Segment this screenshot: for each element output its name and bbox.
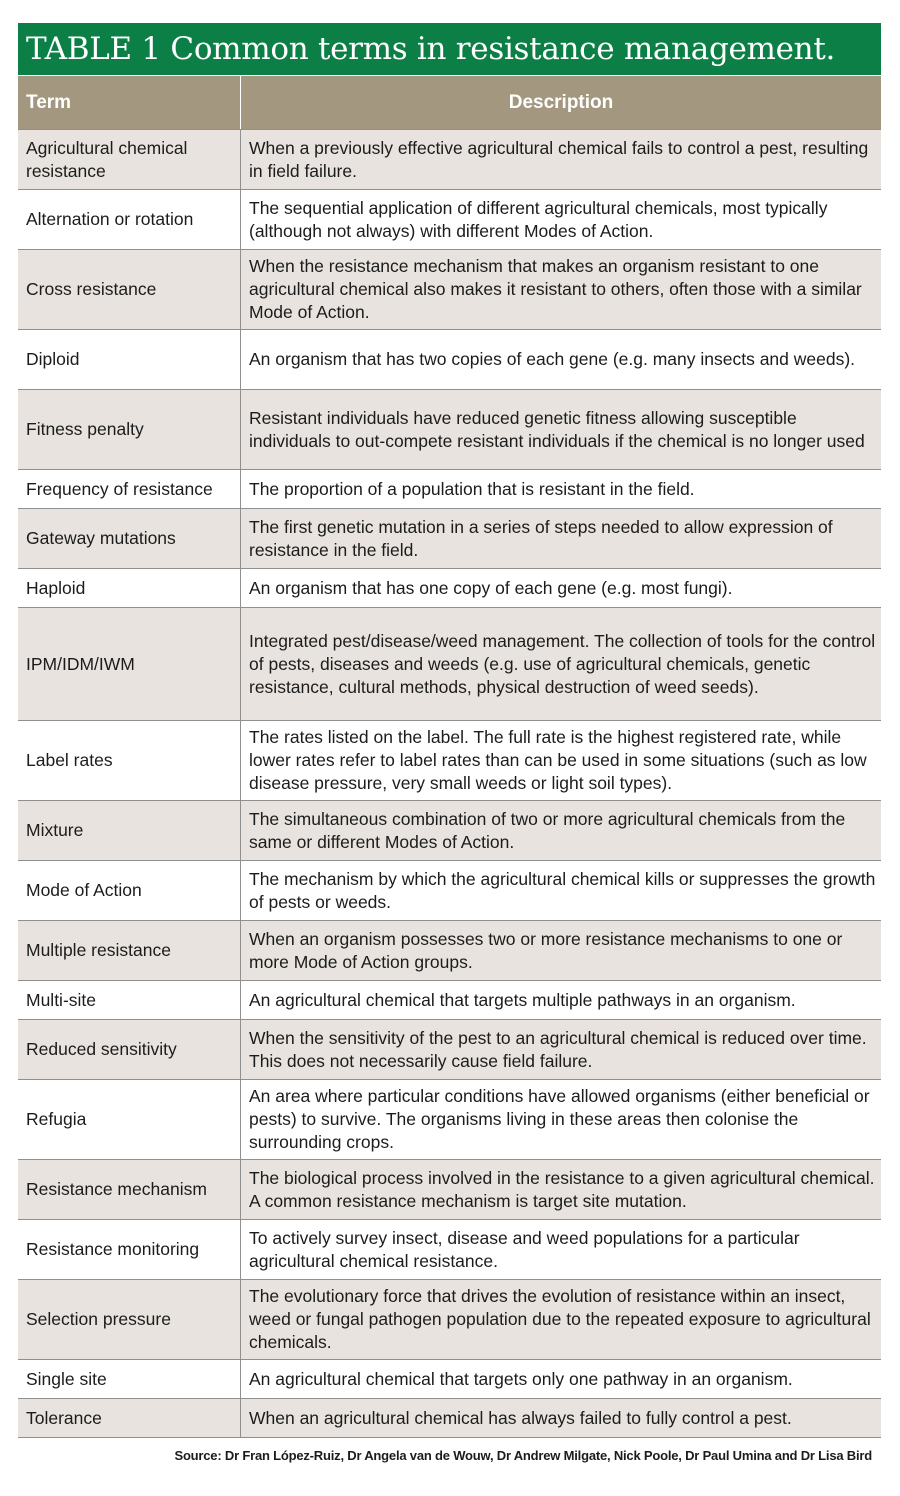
description-cell: Resistant individuals have reduced genetic fitness allowing susceptible individuals to out-compete resistant individuals if the chemical is no longer used <box>249 407 865 451</box>
description-cell: The rates listed on the label. The full rate is the highest registered rate, while lower rates refer to label rates than can be used in some situations (such as low disease pressure, very small weeds or light soil types). <box>249 727 867 793</box>
table-row <box>18 1359 881 1398</box>
description-cell: When a previously effective agricultural chemical fails to control a pest, resulting in field failure. <box>249 137 869 181</box>
table-title: TABLE 1 Common terms in resistance management. <box>26 31 836 67</box>
table-row <box>18 469 881 508</box>
table-row <box>18 1398 881 1437</box>
term-cell: Diploid <box>18 330 241 389</box>
term-cell: Multi-site <box>18 981 241 1019</box>
description-cell: The mechanism by which the agricultural chemical kills or suppresses the growth of pests or weeds. <box>249 868 876 912</box>
term-cell: IPM/IDM/IWM <box>18 608 241 720</box>
description-cell: When an agricultural chemical has always failed to fully control a pest. <box>249 1407 792 1428</box>
description-cell: Integrated pest/disease/weed management. The collection of tools for the control of pests, diseases and weeds (e.g. use of agricultural chemicals, genetic resistance, cultural methods, physical destruction of weed seeds). <box>249 630 876 697</box>
table-row <box>18 129 881 189</box>
table-row <box>18 189 881 249</box>
term-cell: Gateway mutations <box>18 509 241 568</box>
table-row <box>18 329 881 389</box>
term-cell: Frequency of resistance <box>18 470 241 508</box>
term-cell: Mixture <box>18 801 241 860</box>
term-cell: Cross resistance <box>18 250 241 329</box>
table-row <box>18 980 881 1019</box>
description-cell: An organism that has two copies of each gene (e.g. many insects and weeds). <box>249 349 856 369</box>
table-row <box>18 1279 881 1359</box>
table-header <box>18 76 881 129</box>
term-cell: Resistance monitoring <box>18 1220 241 1279</box>
table-row <box>18 1019 881 1079</box>
table-row <box>18 720 881 800</box>
description-cell: The sequential application of different agricultural chemicals, most typically (although not always) with different Modes of Action. <box>249 197 828 241</box>
table-body <box>18 129 881 1437</box>
description-cell: The biological process involved in the resistance to a given agricultural chemical. A common resistance mechanism is target site mutation. <box>249 1167 875 1211</box>
source-credit: Source: Dr Fran López-Ruiz, Dr Angela van de Wouw, Dr Andrew Milgate, Nick Poole, Dr Paul Umina and Dr Lisa Bird <box>174 1448 872 1463</box>
description-cell: When an organism possesses two or more resistance mechanisms to one or more Mode of Action groups. <box>249 928 843 972</box>
description-cell: The proportion of a population that is resistant in the field. <box>249 478 695 499</box>
term-cell: Selection pressure <box>18 1280 241 1359</box>
table-row <box>18 800 881 860</box>
term-cell: Single site <box>18 1360 241 1398</box>
description-cell: An agricultural chemical that targets only one pathway in an organism. <box>249 1368 793 1389</box>
description-cell: The evolutionary force that drives the evolution of resistance within an insect, weed or fungal pathogen population due to the repeated exposure to agricultural chemicals. <box>249 1286 871 1352</box>
table-row <box>18 508 881 568</box>
table-row <box>18 249 881 329</box>
description-cell: When the resistance mechanism that makes an organism resistant to one agricultural chemical also makes it resistant to others, often those with a similar Mode of Action. <box>249 256 862 322</box>
header-description: Description <box>508 91 614 113</box>
table-row <box>18 1219 881 1279</box>
table-row <box>18 568 881 607</box>
description-cell: When the sensitivity of the pest to an agricultural chemical is reduced over time. This does not necessarily cause field failure. <box>249 1027 867 1071</box>
term-cell: Refugia <box>18 1080 241 1159</box>
table-row <box>18 920 881 980</box>
term-cell: Fitness penalty <box>18 390 241 469</box>
description-cell: The simultaneous combination of two or more agricultural chemicals from the same or different Modes of Action. <box>249 808 846 852</box>
description-cell: The first genetic mutation in a series of steps needed to allow expression of resistance in the field. <box>249 516 833 560</box>
table-row <box>18 1159 881 1219</box>
description-cell: An agricultural chemical that targets multiple pathways in an organism. <box>249 989 796 1010</box>
term-cell: Mode of Action <box>18 861 241 920</box>
description-cell: An area where particular conditions have allowed organisms (either beneficial or pests) to survive. The organisms living in these areas then colonise the surrounding crops. <box>249 1086 870 1152</box>
term-cell: Tolerance <box>18 1399 241 1437</box>
table-row <box>18 860 881 920</box>
term-cell: Resistance mechanism <box>18 1160 241 1219</box>
terms-table <box>18 23 881 1438</box>
description-cell: An organism that has one copy of each gene (e.g. most fungi). <box>249 577 733 598</box>
table-title-bar <box>18 23 881 75</box>
table-bottom-rule <box>18 1437 881 1438</box>
table-row <box>18 607 881 720</box>
term-cell: Reduced sensitivity <box>18 1020 241 1079</box>
table-row <box>18 1079 881 1159</box>
term-cell: Haploid <box>18 569 241 607</box>
term-cell: Multiple resistance <box>18 921 241 980</box>
description-cell: To actively survey insect, disease and weed populations for a particular agricultural chemical resistance. <box>249 1227 800 1271</box>
term-cell: Label rates <box>18 721 241 800</box>
term-cell: Alternation or rotation <box>18 190 241 249</box>
term-cell: Agricultural chemical resistance <box>18 130 241 189</box>
header-term: Term <box>18 76 241 129</box>
table-row <box>18 389 881 469</box>
